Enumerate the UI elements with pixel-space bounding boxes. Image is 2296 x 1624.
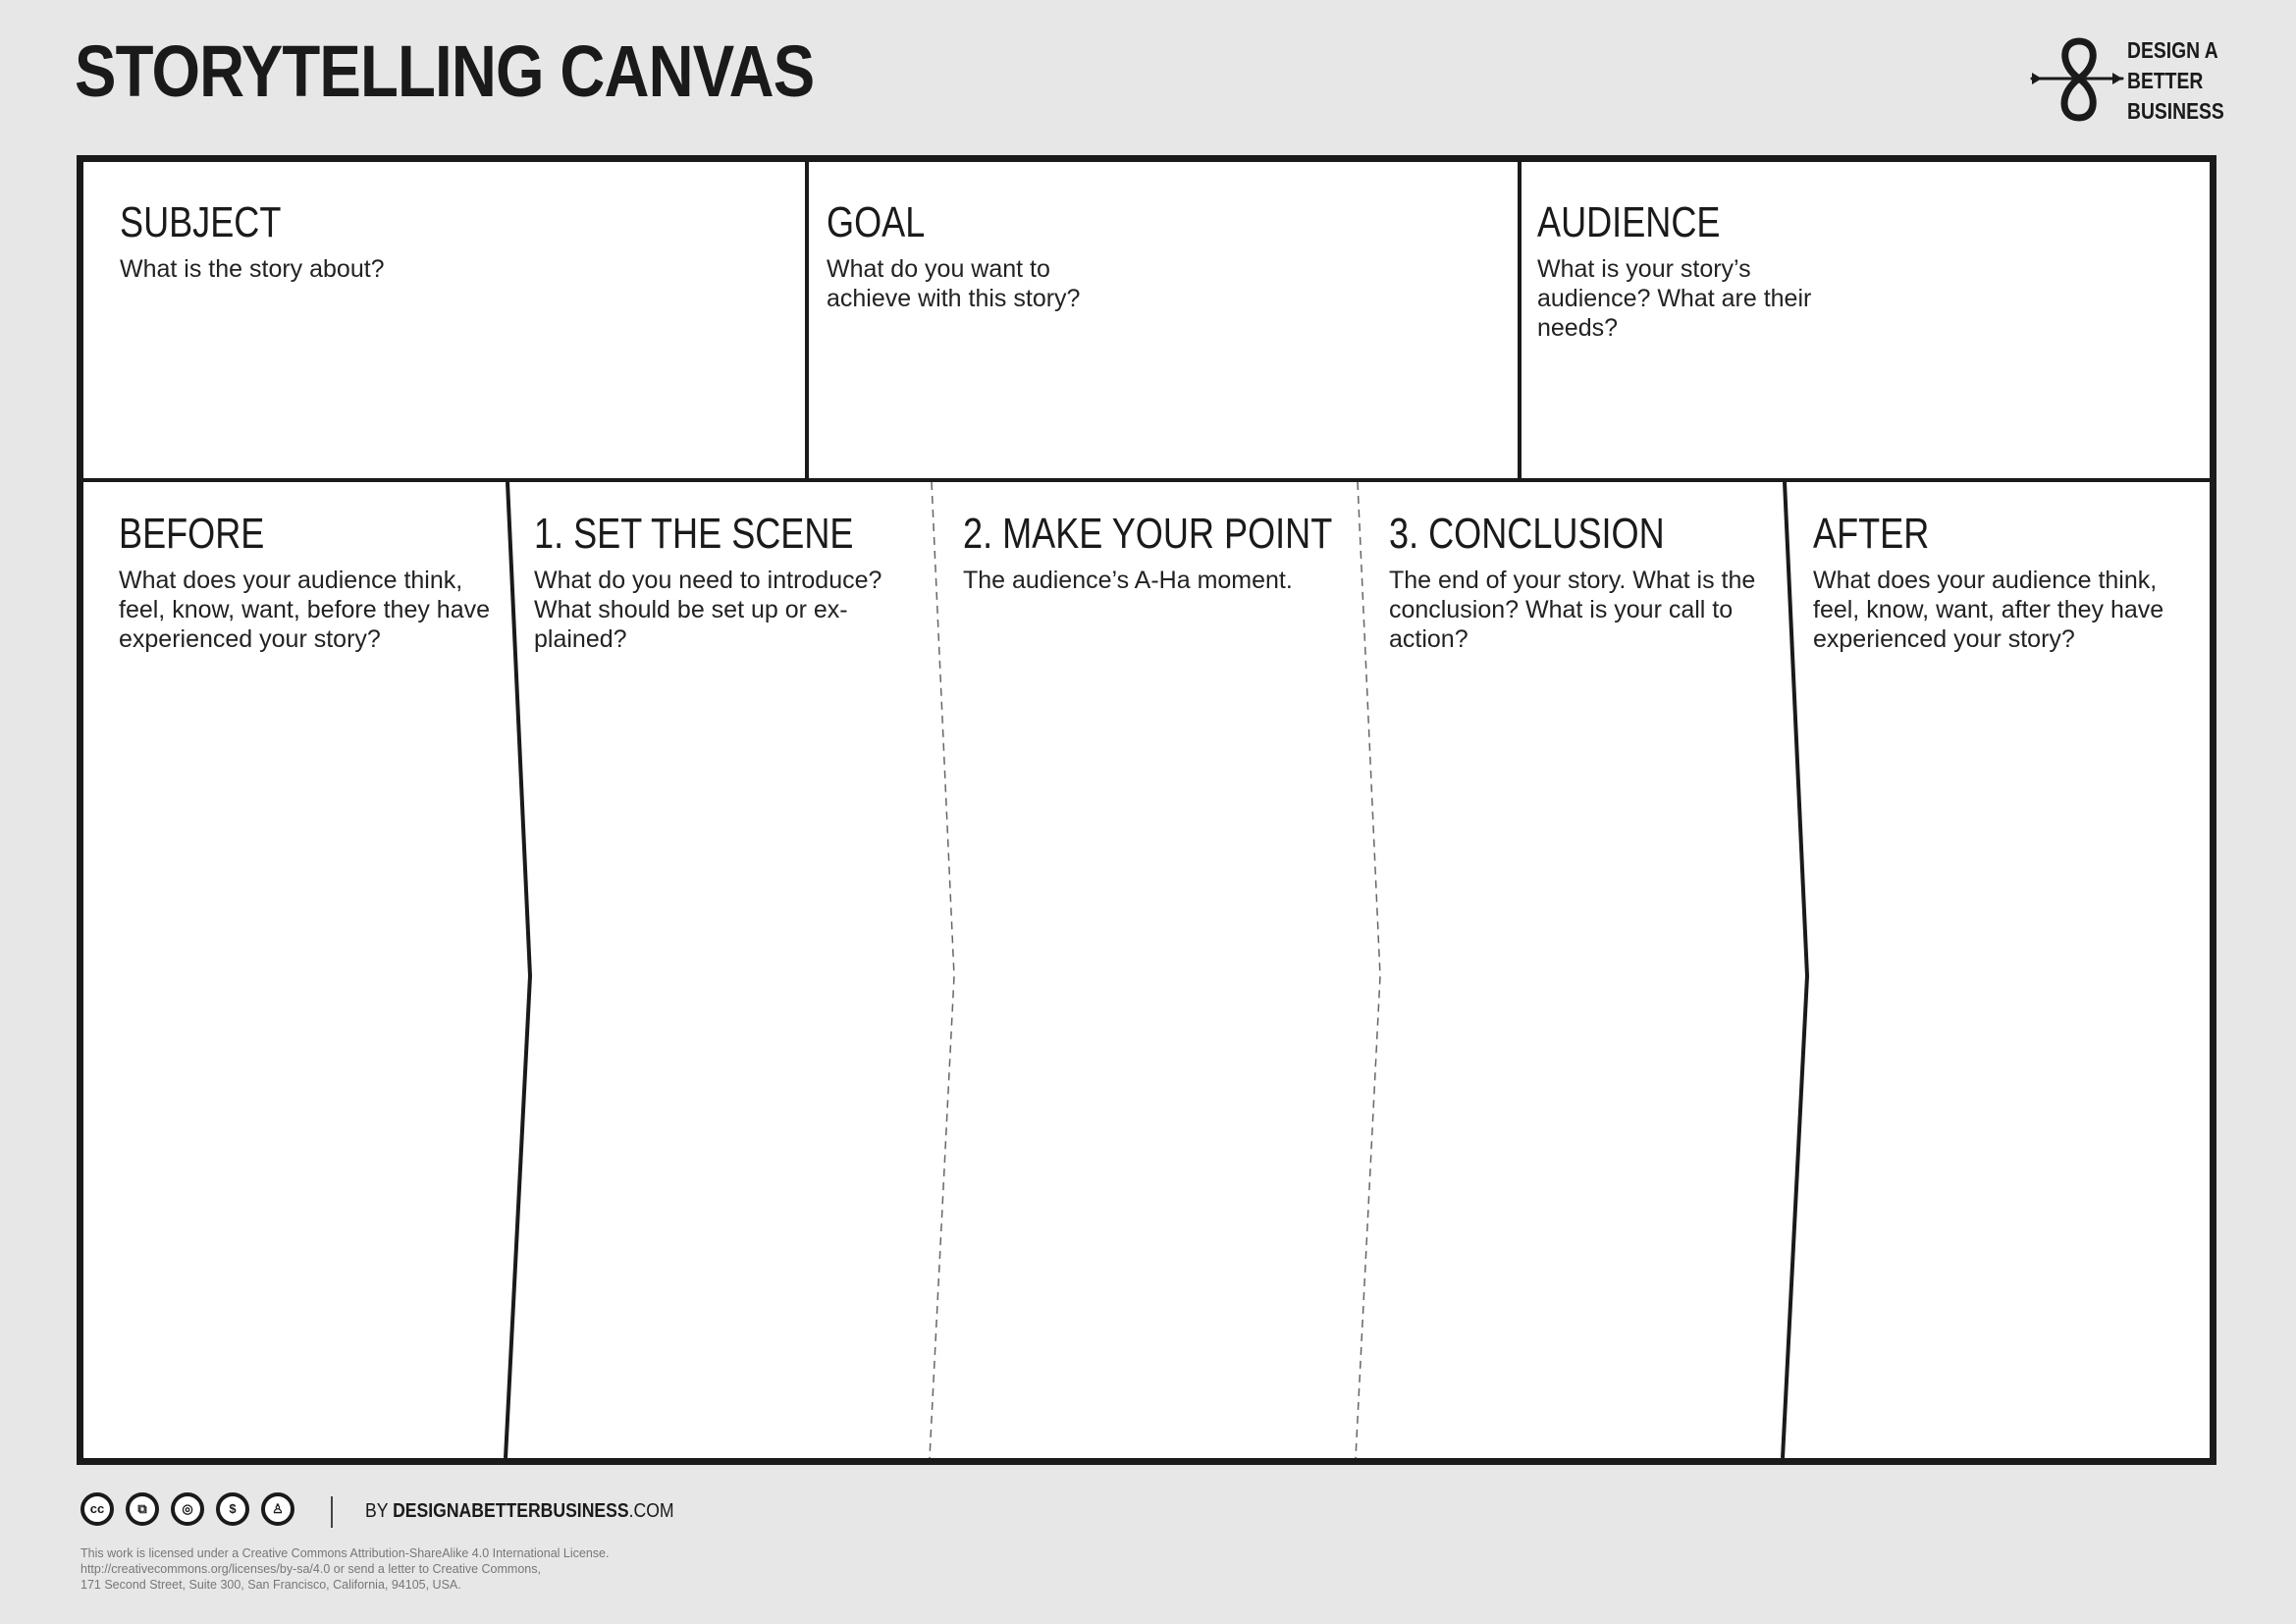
storytelling-canvas-board <box>77 155 2216 1465</box>
subject-title: SUBJECT <box>120 198 282 246</box>
creative-commons-icons <box>80 1492 306 1532</box>
logo-line: BUSINESS <box>2127 98 2224 124</box>
set-scene-section[interactable] <box>534 510 924 654</box>
chevron-dashed-2 <box>1356 482 1380 1458</box>
conclusion-section[interactable] <box>1389 510 1756 654</box>
canvas-title: STORYTELLING CANVAS <box>75 30 815 112</box>
design-a-better-business-infinity-icon <box>2028 33 2126 127</box>
share-icon: ⧉ <box>126 1492 159 1526</box>
byline-brand: DESIGNABETTERBUSINESS <box>393 1500 629 1522</box>
set-scene-prompt: What do you need to introduce? What should be set up or ex- plained? <box>534 567 882 653</box>
brand-logo <box>2028 33 2224 132</box>
conclusion-prompt: The end of your story. What is the conclusion? What is your call to action? <box>1389 567 1756 653</box>
logo-wordmark <box>2127 35 2224 127</box>
attribution-icon: ◎ <box>171 1492 204 1526</box>
make-point-section[interactable] <box>963 510 1414 595</box>
conclusion-title: 3. CONCLUSION <box>1389 510 1665 558</box>
subject-section[interactable] <box>120 198 385 284</box>
after-prompt: What does your audience think, feel, know, want, after they have experienced your story? <box>1813 567 2164 653</box>
byline[interactable] <box>365 1500 674 1523</box>
after-title: AFTER <box>1813 510 1930 558</box>
before-title: BEFORE <box>119 510 265 558</box>
noncommercial-icon: $ <box>216 1492 249 1526</box>
person-icon: ♙ <box>261 1492 294 1526</box>
before-section[interactable] <box>119 510 491 654</box>
byline-domain: .COM <box>628 1500 674 1522</box>
after-section[interactable] <box>1813 510 2164 654</box>
goal-title: GOAL <box>827 198 926 246</box>
cc-icon: cc <box>80 1492 114 1526</box>
make-point-title: 2. MAKE YOUR POINT <box>963 510 1333 558</box>
canvas-grid-lines <box>83 162 2210 1458</box>
set-scene-title: 1. SET THE SCENE <box>534 510 854 558</box>
audience-prompt: What is your story’s audience? What are their needs? <box>1537 255 1812 342</box>
goal-prompt: What do you want to achieve with this story? <box>827 255 1081 312</box>
byline-by: BY <box>365 1500 389 1522</box>
audience-section[interactable] <box>1537 198 1812 343</box>
chevron-dashed-1 <box>930 482 954 1458</box>
chevron-before <box>506 482 530 1458</box>
footer-separator <box>331 1496 333 1528</box>
make-point-prompt: The audience’s A-Ha moment. <box>963 567 1293 594</box>
before-prompt: What does your audience think, feel, know, want, before they have experienced your story? <box>119 567 491 653</box>
chevron-after <box>1783 482 1807 1458</box>
license-text: This work is licensed under a Creative Commons Attribution-ShareAlike 4.0 International License. http://creativecommons.org/licenses/by-sa/4.0 or send a letter to Creative Commons, 171 Second Street, Suite 300, San Francisco, California, 94105, USA. <box>80 1546 610 1592</box>
logo-line: BETTER <box>2127 68 2204 93</box>
goal-section[interactable] <box>827 198 1081 313</box>
subject-prompt: What is the story about? <box>120 255 385 283</box>
logo-line: DESIGN A <box>2127 37 2218 63</box>
audience-title: AUDIENCE <box>1537 198 1721 246</box>
